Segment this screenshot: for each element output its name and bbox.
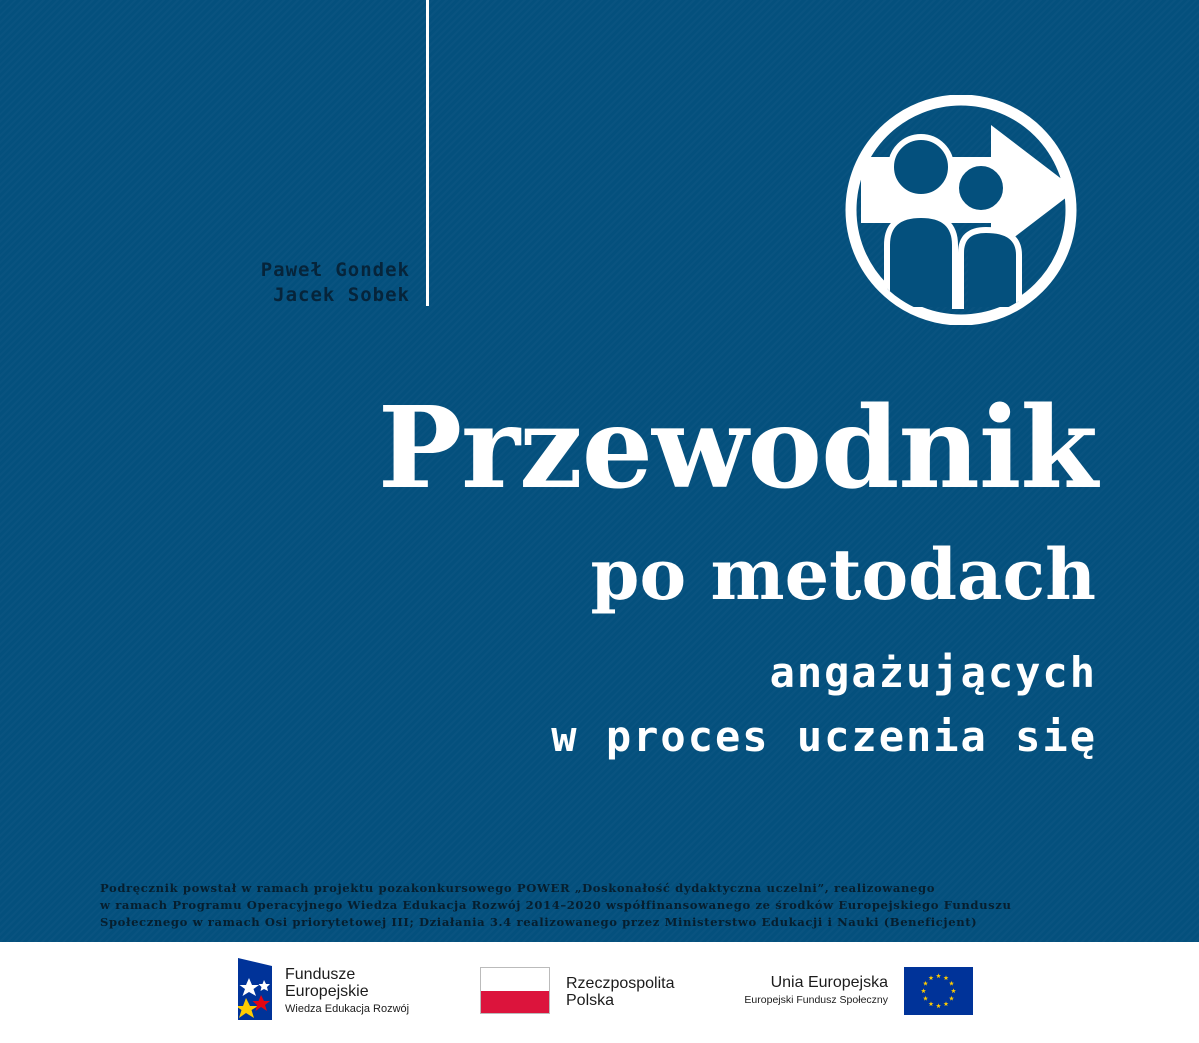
unia-europejska-text xyxy=(744,974,888,1009)
fe-line: Fundusze xyxy=(285,966,356,983)
title-line-3: angażujących xyxy=(769,648,1097,697)
funding-note-line: Społecznego w ramach Osi priorytetowej III; Działania 3.4 realizowanego przez Ministerstwo Edukacji i Nauki (Beneficjent) xyxy=(100,915,978,929)
funding-note-line: Podręcznik powstał w ramach projektu pozakonkursowego POWER „Doskonałość dydaktyczna uczelni”, realizowanego xyxy=(100,881,936,895)
vertical-divider xyxy=(426,0,429,306)
title-line-4: w proces uczenia się xyxy=(551,712,1097,761)
polish-flag-icon xyxy=(480,967,550,1014)
fe-line: Europejskie xyxy=(285,983,369,1000)
funding-note xyxy=(100,880,1100,931)
rp-line: Polska xyxy=(566,992,615,1009)
title-main: Przewodnik xyxy=(377,383,1097,514)
people-arrow-icon xyxy=(841,95,1081,325)
fundusze-europejskie-text xyxy=(285,966,409,1018)
eu-flag-icon xyxy=(904,967,973,1015)
author-name: Paweł Gondek xyxy=(260,259,410,281)
rzeczpospolita-text xyxy=(566,975,675,1009)
ue-subline: Europejski Fundusz Społeczny xyxy=(744,994,888,1006)
title-subtitle: po metodach xyxy=(590,533,1096,616)
fe-subline: Wiedza Edukacja Rozwój xyxy=(285,1003,410,1015)
funding-note-line: w ramach Programu Operacyjnego Wiedza Edukacja Rozwój 2014–2020 współfinansowanego ze środków Europejskiego Funduszu xyxy=(100,898,1012,912)
ue-line: Unia Europejska xyxy=(770,974,888,991)
fundusze-europejskie-flag-icon xyxy=(238,958,272,1020)
polish-flag-red-stripe xyxy=(481,991,549,1014)
author-name: Jacek Sobek xyxy=(273,284,410,306)
rp-line: Rzeczpospolita xyxy=(566,975,675,992)
authors xyxy=(261,258,410,308)
